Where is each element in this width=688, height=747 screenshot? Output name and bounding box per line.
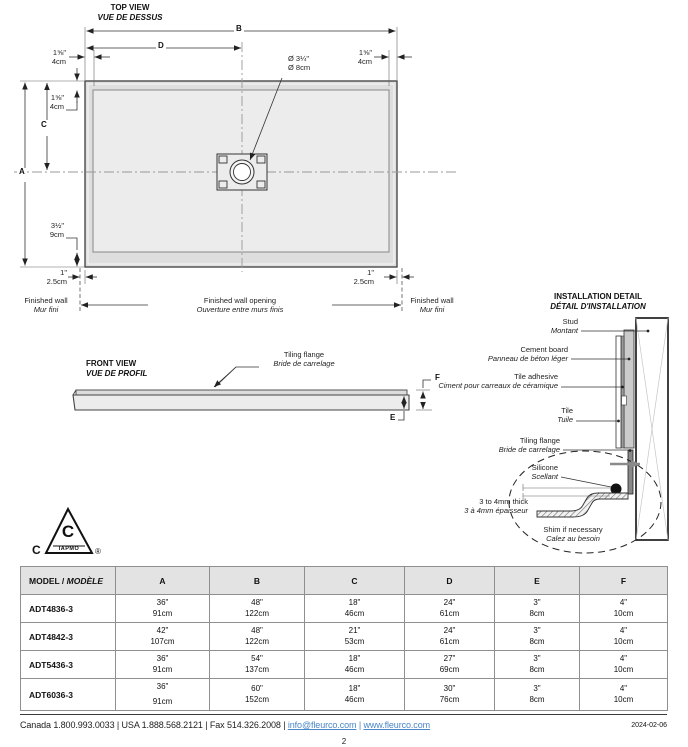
registered-trademark-symbol: ® [95,547,101,556]
header-col-d: D [405,567,495,595]
page-footer [20,714,667,730]
table-row [21,623,668,651]
installation-detail-title [528,292,668,312]
top-view-drawing [14,24,458,313]
dim-flange-top-left: 1⅝" 4cm [51,48,66,66]
model-name: ADT4842-3 [21,623,116,651]
front-view-title [86,359,147,379]
table-row [21,595,668,623]
label-tile-adhesive: Tile adhesive Ciment pour carreaux de céramique [438,372,558,390]
cell-d: 24" 61cm [405,595,495,623]
drain-detail [217,154,267,190]
label-tiling-flange-install: Tiling flange Bride de carrelage [498,436,560,454]
top-view-title-en: TOP VIEW [110,3,150,12]
cell-f: 4" 10cm [580,595,668,623]
label-silicone: Silicone Scellant [531,463,558,481]
model-dimensions-table [20,566,668,711]
certification-org-label: IAPMO [58,545,80,552]
cell-e: 3" 8cm [495,651,580,679]
dim-drain: Ø 3¼" Ø 8cm [288,54,311,72]
cell-c: 21" 53cm [305,623,405,651]
table-row [21,651,668,679]
cell-a: 36" 91cm [116,679,210,711]
cell-e: 3" 8cm [495,595,580,623]
header-col-c: C [305,567,405,595]
footer-contact-text: Canada 1.800.993.0033 | USA 1.888.568.2121 | Fax 514.326.2008 | [20,720,286,730]
footer-contact [20,720,430,730]
table-row [21,679,668,711]
header-col-b: B [210,567,305,595]
cell-e: 3" 8cm [495,679,580,711]
label-finished-wall-right: Finished wall Mur fini [410,296,454,314]
model-name: ADT6036-3 [21,679,116,711]
label-stud: Stud Montant [550,317,578,335]
top-view-title [80,3,180,23]
front-view-title-en: FRONT VIEW [86,359,137,368]
cell-b: 54" 137cm [210,651,305,679]
header-col-f: F [580,567,668,595]
cell-f: 4" 10cm [580,623,668,651]
dim-label-a: A [19,167,25,176]
dim-label-c: C [41,120,47,129]
certification-left-letter: C [32,543,41,557]
top-view-title-fr: VUE DE DESSUS [97,13,163,22]
cell-b: 48" 122cm [210,623,305,651]
header-col-e: E [495,567,580,595]
label-cement-board: Cement board Panneau de béton léger [487,345,568,363]
dim-label-d: D [158,41,164,50]
table-header-row [21,567,668,595]
cell-d: 30" 76cm [405,679,495,711]
dim-flange-side: 1⅝" 4cm [49,93,64,111]
label-tiling-flange-front: Tiling flange Bride de carrelage [273,350,335,368]
model-name: ADT5436-3 [21,651,116,679]
footer-website-link[interactable]: www.fleurco.com [363,720,431,730]
cell-a: 36" 91cm [116,651,210,679]
page-number: 2 [341,737,347,746]
cell-a: 42" 107cm [116,623,210,651]
dim-label-b: B [236,24,242,33]
dim-label-f: F [435,373,440,382]
cell-c: 18" 46cm [305,651,405,679]
front-view-title-fr: VUE DE PROFIL [86,369,148,378]
cell-c: 18" 46cm [305,595,405,623]
cell-b: 60" 152cm [210,679,305,711]
dim-gap-left: 1" 2.5cm [46,268,67,286]
certification-triangle-letter: C [61,522,75,541]
cell-e: 3" 8cm [495,623,580,651]
model-name: ADT4836-3 [21,595,116,623]
cell-c: 18" 46cm [305,679,405,711]
dim-flange-top-right: 1⅝" 4cm [357,48,372,66]
footer-email-link[interactable]: info@fleurco.com [287,720,357,730]
label-shim: Shim if necessary Calez au besoin [543,525,603,543]
cell-f: 4" 10cm [580,679,668,711]
label-finished-wall-left: Finished wall Mur fini [24,296,68,314]
cell-d: 24" 61cm [405,623,495,651]
dim-gap-right: 1" 2.5cm [353,268,374,286]
cell-b: 48" 122cm [210,595,305,623]
dim-flange-bottom: 3½" 9cm [49,221,64,239]
dim-label-e: E [390,413,396,422]
footer-date: 2024-02-06 [631,722,667,729]
footer-link-separator: | [358,720,362,730]
cell-a: 36" 91cm [116,595,210,623]
header-col-a: A [116,567,210,595]
label-tile: Tile Tuile [557,406,573,424]
installation-title-en: INSTALLATION DETAIL [554,292,642,301]
label-thickness: 3 to 4mm thick 3 à 4mm épaisseur [464,497,528,515]
label-finished-wall-opening: Finished wall opening Ouverture entre murs finis [150,296,330,314]
header-model: MODEL / MODÈLE [21,567,116,595]
cell-d: 27" 69cm [405,651,495,679]
cell-f: 4" 10cm [580,651,668,679]
installation-title-fr: DÉTAIL D'INSTALLATION [550,302,646,311]
